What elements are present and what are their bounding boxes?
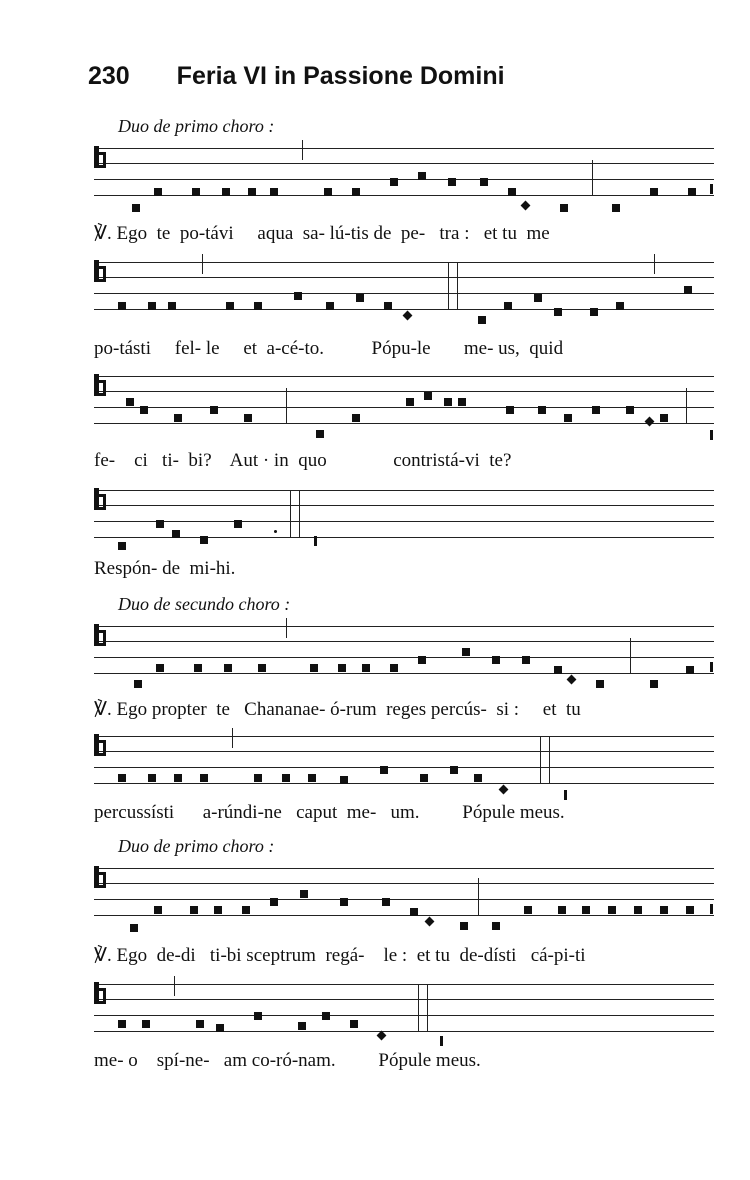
lyrics-line: percussísti a-rúndi-ne caput me- um. Pópule meus. (94, 802, 565, 823)
c-clef-icon (94, 374, 99, 396)
lyrics-line: fe- ci ti- bi? Aut · in quo contristá-vi te? (94, 450, 512, 471)
c-clef-icon (94, 866, 99, 888)
staff-1-3 (94, 376, 714, 446)
staff-1-1 (94, 148, 714, 218)
lyrics-line: ℣. Ego de-di ti-bi sceptrum regá- le : et tu de-dísti cá-pi-ti (94, 945, 586, 966)
lyrics-line: ℣. Ego te po-távi aqua sa- lú-tis de pe- tra : et tu me (94, 223, 550, 244)
staff-3-2 (94, 984, 714, 1054)
c-clef-icon (94, 146, 99, 168)
lyrics-line: po-tásti fel- le et a-cé-to. Pópu-le me- us, quid (94, 338, 564, 359)
c-clef-icon (94, 624, 99, 646)
lyrics-line: ℣. Ego propter te Chananae- ó-rum reges percús- si : et tu (94, 699, 581, 720)
rubric-2: Duo de secundo choro : (118, 594, 291, 614)
c-clef-icon (94, 982, 99, 1004)
staff-2-2 (94, 736, 714, 806)
page-title: Feria VI in Passione Domini (176, 62, 505, 90)
c-clef-icon (94, 734, 99, 756)
staff-1-2 (94, 262, 714, 332)
staff-3-1 (94, 868, 714, 938)
page-number: 230 (88, 62, 130, 90)
lyrics-line: Respón- de mi-hi. (94, 558, 236, 579)
page-header (88, 62, 505, 91)
c-clef-icon (94, 488, 99, 510)
c-clef-icon (94, 260, 99, 282)
staff-1-4 (94, 490, 714, 560)
rubric-3: Duo de primo choro : (118, 836, 275, 856)
rubric-1: Duo de primo choro : (118, 116, 275, 136)
staff-2-1 (94, 626, 714, 696)
lyrics-line: me- o spí-ne- am co-ró-nam. Pópule meus. (94, 1050, 481, 1071)
